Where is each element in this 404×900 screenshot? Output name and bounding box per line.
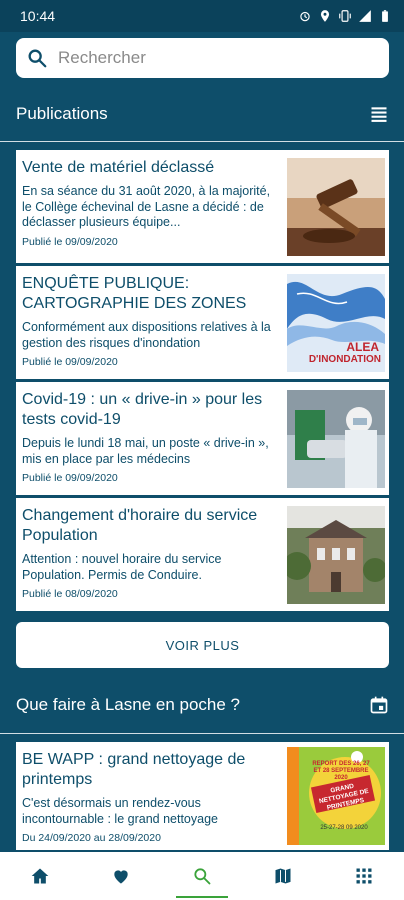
thumb-text-report: REPORT DES 26, 27 ET 28 SEPTEMBRE 2020	[312, 761, 370, 781]
event-date: Du 24/09/2020 au 28/09/2020	[22, 832, 161, 844]
card-separator	[16, 495, 389, 497]
calendar-icon[interactable]	[369, 695, 389, 715]
search-icon	[192, 866, 212, 886]
thumb-text-nettoyage: GRAND NETTOYAGE DE PRINTEMPS	[318, 782, 370, 812]
events-header	[16, 690, 389, 720]
publications-title: Publications	[16, 104, 108, 123]
signal-icon	[358, 9, 372, 23]
nav-search[interactable]	[172, 852, 232, 900]
publication-card[interactable]	[16, 150, 389, 263]
status-bar	[0, 0, 404, 32]
publication-summary: Conformément aux dispositions relatives à la gestion des risques d'inondation	[22, 320, 271, 350]
publication-summary: Attention : nouvel horaire du service Population. Permis de Conduire.	[22, 552, 222, 582]
alarm-icon	[298, 9, 312, 23]
event-summary: C'est désormais un rendez-vous incontournable : le grand nettoyage	[22, 796, 218, 826]
publication-card[interactable]	[16, 382, 389, 495]
publication-summary: En sa séance du 31 août 2020, à la majorité, le Collège échevinal de Lasne a décidé : de déclasser plusieurs équipe...	[22, 184, 271, 229]
status-icons	[298, 9, 392, 23]
search-input[interactable]	[58, 48, 358, 68]
publication-title: Vente de matériel déclassé	[22, 159, 215, 176]
publication-title: ENQUÊTE PUBLIQUE: CARTOGRAPHIE DES ZONES	[22, 275, 247, 312]
card-separator	[16, 263, 389, 265]
covid-drive-in-image	[287, 390, 385, 488]
publication-title: Covid-19 : un « drive-in » pour les tests covid-19	[22, 391, 263, 428]
thumb-text-alea: ALEA	[346, 339, 379, 354]
event-title: BE WAPP : grand nettoyage de printemps	[22, 751, 246, 788]
publication-date: Publié le 09/09/2020	[22, 472, 118, 484]
map-icon	[273, 866, 293, 886]
location-icon	[318, 9, 332, 23]
grid-icon	[354, 866, 374, 886]
flood-map-image	[287, 274, 385, 372]
bottom-navigation	[0, 852, 404, 900]
divider	[0, 733, 404, 734]
heart-icon	[111, 866, 131, 886]
search-icon	[26, 47, 48, 69]
publication-summary: Depuis le lundi 18 mai, un poste « drive-in », mis en place par les médecins	[22, 436, 269, 466]
thumb-text-inondation: D'INONDATION	[308, 353, 381, 365]
card-separator	[16, 379, 389, 381]
publication-date: Publié le 08/09/2020	[22, 588, 118, 600]
nav-home[interactable]	[10, 852, 70, 900]
search-bar[interactable]	[16, 38, 389, 78]
publication-card[interactable]	[16, 498, 389, 611]
publications-header	[16, 99, 389, 129]
nav-favorites[interactable]	[91, 852, 151, 900]
battery-icon	[378, 9, 392, 23]
home-icon	[30, 866, 50, 886]
divider	[0, 141, 404, 142]
nav-map[interactable]	[253, 852, 313, 900]
status-time: 10:44	[20, 8, 56, 24]
publication-title: Changement d'horaire du service Population	[22, 507, 258, 544]
list-icon[interactable]	[369, 104, 389, 124]
thumb-text-dates: 25-27-28 09 2020	[320, 825, 368, 831]
event-card[interactable]	[16, 742, 389, 850]
publication-date: Publié le 09/09/2020	[22, 235, 118, 248]
publication-card[interactable]	[16, 266, 389, 379]
publication-date: Publié le 09/09/2020	[22, 356, 118, 368]
gavel-image	[287, 158, 385, 256]
be-wapp-poster-image	[287, 747, 385, 845]
events-title: Que faire à Lasne en poche ?	[16, 695, 240, 714]
nav-apps[interactable]	[334, 852, 394, 900]
vibrate-icon	[338, 9, 352, 23]
town-hall-image	[287, 506, 385, 604]
voir-plus-button[interactable]: VOIR PLUS	[16, 622, 389, 668]
